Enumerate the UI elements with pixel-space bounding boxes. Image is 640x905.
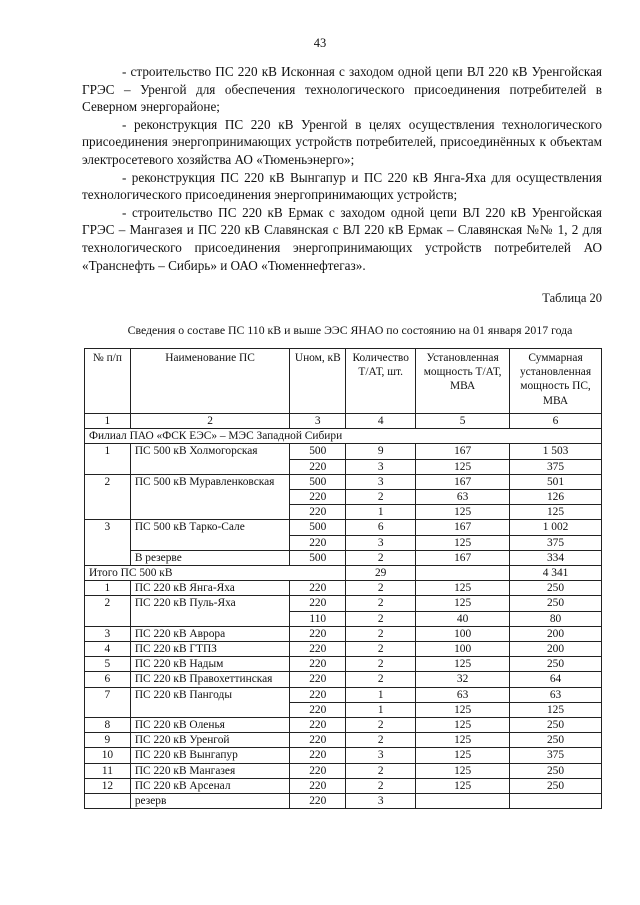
quantity-cell: 3 (346, 459, 416, 474)
power-cell: 125 (416, 763, 510, 778)
power-cell: 167 (416, 444, 510, 459)
total-power-cell: 80 (510, 611, 602, 626)
column-number: 1 (85, 414, 131, 429)
substation-name: ПС 220 кВ Аврора (130, 626, 290, 641)
total-power-cell: 125 (510, 505, 602, 520)
quantity-cell: 6 (346, 520, 416, 535)
substation-name: ПС 220 кВ Надым (130, 657, 290, 672)
voltage-cell: 220 (290, 490, 346, 505)
row-number: 2 (85, 474, 131, 520)
voltage-cell: 220 (290, 657, 346, 672)
table-row (85, 596, 602, 611)
paragraph: - строительство ПС 220 кВ Исконная с заходом одной цепи ВЛ 220 кВ Уренгойская ГРЭС – Уренгой для обеспечения технологического присоединения потребителей в Северном энергорайоне; (82, 64, 602, 115)
total-power-cell: 126 (510, 490, 602, 505)
quantity-cell: 2 (346, 672, 416, 687)
power-cell: 63 (416, 490, 510, 505)
table-row (85, 687, 602, 702)
substation-name: ПС 220 кВ Вынгапур (130, 748, 290, 763)
column-number: 4 (346, 414, 416, 429)
row-number: 2 (85, 596, 131, 626)
total-power-cell: 250 (510, 733, 602, 748)
body-text (82, 63, 602, 274)
power-cell: 100 (416, 642, 510, 657)
row-number: 8 (85, 718, 131, 733)
column-number: 2 (130, 414, 290, 429)
voltage-cell: 220 (290, 642, 346, 657)
total-power-cell: 375 (510, 748, 602, 763)
voltage-cell: 500 (290, 444, 346, 459)
page-number: 43 (313, 36, 327, 50)
voltage-cell: 220 (290, 459, 346, 474)
quantity-cell: 1 (346, 702, 416, 717)
table-row (85, 520, 602, 535)
power-cell: 125 (416, 778, 510, 793)
power-cell: 40 (416, 611, 510, 626)
total-power-cell: 250 (510, 718, 602, 733)
paragraph: - реконструкция ПС 220 кВ Уренгой в целях осуществления технологического присоединения энергопринимающих устройств потребителей, присоединённых к объектам электросетевого хозяйства АО «Тюменьэнерго»; (82, 116, 602, 167)
substation-name: ПС 220 кВ Уренгой (130, 733, 290, 748)
table-row (85, 581, 602, 596)
row-number: 11 (85, 763, 131, 778)
power-cell (416, 566, 510, 581)
total-power-cell: 125 (510, 702, 602, 717)
power-cell: 125 (416, 535, 510, 550)
quantity-cell: 2 (346, 490, 416, 505)
power-cell: 125 (416, 748, 510, 763)
quantity-cell: 2 (346, 550, 416, 565)
power-cell: 125 (416, 459, 510, 474)
power-cell: 125 (416, 581, 510, 596)
total-power-cell: 1 503 (510, 444, 602, 459)
quantity-cell: 2 (346, 657, 416, 672)
voltage-cell: 220 (290, 687, 346, 702)
substation-name: ПС 220 кВ ГТПЗ (130, 642, 290, 657)
substation-name: ПС 220 кВ Пуль-Яха (130, 596, 290, 626)
row-number: 5 (85, 657, 131, 672)
total-power-cell: 200 (510, 642, 602, 657)
total-power-cell: 375 (510, 459, 602, 474)
quantity-cell: 1 (346, 687, 416, 702)
quantity-cell: 2 (346, 581, 416, 596)
quantity-cell: 2 (346, 642, 416, 657)
total-power-cell: 501 (510, 474, 602, 489)
substation-name: ПС 220 кВ Мангазея (130, 763, 290, 778)
total-power-cell: 250 (510, 596, 602, 611)
section-row (85, 429, 602, 444)
total-power-cell: 250 (510, 763, 602, 778)
total-power-cell: 64 (510, 672, 602, 687)
table-row (85, 794, 602, 809)
table-header-row (85, 349, 602, 414)
total-power-cell: 200 (510, 626, 602, 641)
quantity-cell: 2 (346, 763, 416, 778)
substation-name: ПС 220 кВ Арсенал (130, 778, 290, 793)
header-cell: Наименование ПС (130, 349, 290, 414)
power-cell: 125 (416, 657, 510, 672)
table-row (85, 657, 602, 672)
quantity-cell: 3 (346, 474, 416, 489)
header-cell: Установленная мощность Т/АТ, МВА (416, 349, 510, 414)
voltage-cell: 220 (290, 718, 346, 733)
total-power-cell (510, 794, 602, 809)
column-number: 6 (510, 414, 602, 429)
voltage-cell: 220 (290, 672, 346, 687)
substation-name: ПС 500 кВ Муравленковская (130, 474, 290, 520)
power-cell: 125 (416, 505, 510, 520)
quantity-cell: 2 (346, 778, 416, 793)
total-power-cell: 63 (510, 687, 602, 702)
voltage-cell: 110 (290, 611, 346, 626)
table-row (85, 748, 602, 763)
total-row (85, 566, 602, 581)
power-cell: 125 (416, 733, 510, 748)
header-cell: Количество Т/АТ, шт. (346, 349, 416, 414)
substation-name: ПС 500 кВ Тарко-Сале (130, 520, 290, 550)
substation-name: ПС 220 кВ Оленья (130, 718, 290, 733)
substation-name: ПС 220 кВ Янга-Яха (130, 581, 290, 596)
total-power-cell: 250 (510, 581, 602, 596)
header-cell: Суммарная установленная мощность ПС, МВА (510, 349, 602, 414)
voltage-cell: 220 (290, 733, 346, 748)
voltage-cell: 220 (290, 596, 346, 611)
row-number: 1 (85, 581, 131, 596)
total-power-cell: 375 (510, 535, 602, 550)
voltage-cell: 220 (290, 505, 346, 520)
voltage-cell: 500 (290, 550, 346, 565)
total-power-cell: 4 341 (510, 566, 602, 581)
substation-name: ПС 500 кВ Холмогорская (130, 444, 290, 474)
row-number: 7 (85, 687, 131, 717)
table-row (85, 550, 602, 565)
quantity-cell: 9 (346, 444, 416, 459)
table-row (85, 718, 602, 733)
voltage-cell: 500 (290, 474, 346, 489)
header-cell: № п/п (85, 349, 131, 414)
total-power-cell: 250 (510, 778, 602, 793)
quantity-cell: 3 (346, 748, 416, 763)
paragraph: - строительство ПС 220 кВ Ермак с заходом одной цепи ВЛ 220 кВ Уренгойская ГРЭС – Мангазея и ПС 220 кВ Славянская с ВЛ 220 кВ Ермак – Славянская №№ 1, 2 для технологического присоединения энергопринимающих устройств потребителей АО «Транснефть – Сибирь» и ОАО «Тюменнефтегаз». (82, 204, 602, 273)
table-label: Таблица 20 (542, 291, 602, 305)
quantity-cell: 2 (346, 596, 416, 611)
column-number: 3 (290, 414, 346, 429)
power-cell: 125 (416, 702, 510, 717)
table-row (85, 672, 602, 687)
voltage-cell: 220 (290, 702, 346, 717)
substations-table (84, 348, 602, 809)
table-title: Сведения о составе ПС 110 кВ и выше ЭЭС ЯНАО по состоянию на 01 января 2017 года (127, 323, 573, 337)
table-row (85, 642, 602, 657)
quantity-cell: 3 (346, 535, 416, 550)
quantity-cell: 3 (346, 794, 416, 809)
table-row (85, 763, 602, 778)
voltage-cell: 220 (290, 626, 346, 641)
row-number: 4 (85, 642, 131, 657)
total-label: Итого ПС 500 кВ (85, 566, 346, 581)
row-number: 9 (85, 733, 131, 748)
section-title: Филиал ПАО «ФСК ЕЭС» – МЭС Западной Сибири (85, 429, 602, 444)
power-cell: 167 (416, 474, 510, 489)
voltage-cell: 220 (290, 794, 346, 809)
table-row (85, 733, 602, 748)
substation-name: ПС 220 кВ Пангоды (130, 687, 290, 717)
row-number: 10 (85, 748, 131, 763)
row-number: 1 (85, 444, 131, 474)
power-cell (416, 794, 510, 809)
power-cell: 125 (416, 596, 510, 611)
row-number: 3 (85, 520, 131, 566)
power-cell: 167 (416, 520, 510, 535)
column-number: 5 (416, 414, 510, 429)
voltage-cell: 220 (290, 535, 346, 550)
voltage-cell: 500 (290, 520, 346, 535)
power-cell: 167 (416, 550, 510, 565)
substation-name: ПС 220 кВ Правохеттинская (130, 672, 290, 687)
quantity-cell: 29 (346, 566, 416, 581)
power-cell: 32 (416, 672, 510, 687)
column-number-row (85, 414, 602, 429)
row-number: 6 (85, 672, 131, 687)
table-row (85, 778, 602, 793)
quantity-cell: 2 (346, 718, 416, 733)
quantity-cell: 2 (346, 626, 416, 641)
reserve-label: резерв (130, 794, 290, 809)
reserve-label: В резерве (130, 550, 290, 565)
total-power-cell: 334 (510, 550, 602, 565)
power-cell: 100 (416, 626, 510, 641)
header-cell: Uном, кВ (290, 349, 346, 414)
table-row (85, 444, 602, 459)
total-power-cell: 1 002 (510, 520, 602, 535)
table-row (85, 474, 602, 489)
voltage-cell: 220 (290, 778, 346, 793)
voltage-cell: 220 (290, 748, 346, 763)
row-number: 12 (85, 778, 131, 793)
total-power-cell: 250 (510, 657, 602, 672)
paragraph: - реконструкция ПС 220 кВ Вынгапур и ПС 220 кВ Янга-Яха для осуществления технологического присоединения энергопринимающих устройств; (82, 169, 602, 203)
power-cell: 125 (416, 718, 510, 733)
voltage-cell: 220 (290, 581, 346, 596)
voltage-cell: 220 (290, 763, 346, 778)
table-row (85, 626, 602, 641)
quantity-cell: 2 (346, 611, 416, 626)
quantity-cell: 1 (346, 505, 416, 520)
row-number (85, 794, 131, 809)
row-number: 3 (85, 626, 131, 641)
power-cell: 63 (416, 687, 510, 702)
quantity-cell: 2 (346, 733, 416, 748)
